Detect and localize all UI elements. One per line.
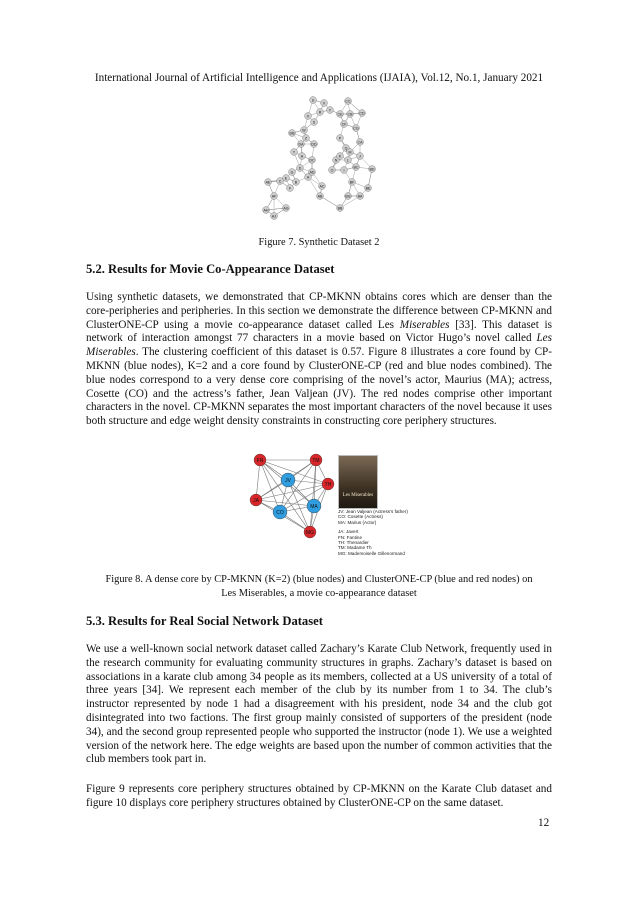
graph-node-label: BA (357, 194, 363, 199)
graph-node (345, 98, 352, 105)
graph-edge (288, 480, 310, 532)
legend-line: MA: Marius (Actor) (338, 519, 377, 525)
core-node-red (310, 454, 322, 466)
graph-node-label: CD (359, 111, 365, 116)
graph-node-label: E (284, 176, 288, 181)
graph-node (317, 109, 324, 116)
graph-node-label: I (343, 168, 345, 173)
graph-node (305, 113, 312, 120)
graph-node-label: AE (265, 180, 271, 185)
core-node-blue (281, 473, 295, 487)
graph-node (293, 179, 300, 186)
graph-node-label: B (294, 180, 298, 185)
graph-node (289, 130, 296, 137)
graph-node-label: N (334, 158, 338, 163)
section-5-2-paragraph: Using synthetic datasets, we demonstrated that CP-MKNN obtains cores which are denser than the core-peripheries and peripheries. In this section we demonstrate the difference between CP-MKNN and ClusterONE-CP using a movie co-appearance dataset called Les Miserables [33]. This dataset is network of interaction amongst 77 characters in a movie based on Victor Hugo’s novel called Les Miserables. The clustering coefficient of this dataset is 0.57. Figure 8 illustrates a core found by CP-MKNN (blue nodes), K=2 and a core found by ClusterONE-CP (red and blue nodes combined). The blue nodes correspond to a very dense core comprising of the novel’s actor, Maurius (MA); actress, Cosette (CO) and the actress’s father, Jean Valjean (JV). The red nodes comprise other important characters in the novel. CP-MKNN separates the most important characters of the novel because it uses both structure and edge weight density constraints in constructing core periphery structures. (86, 291, 552, 428)
graph-node-label: CE (337, 112, 343, 117)
legend-line: MG: Mademoiselle Gillenormand (338, 550, 405, 556)
graph-node-label: H (306, 175, 310, 180)
section-5-3-paragraph-1: We use a well-known social network dataset called Zachary’s Karate Club Network, frequently used in the research community for evaluating community structures in graphs. Zachary’s dataset is based on associations in a karate club among 34 people as its members, collected at a US university of a total of three years [34]. We represent each member of the club by its number from 1 to 34. The club’s instructor represented by node 1 had a disagreement with his president, node 34 and the club got disintegrated into two factions. The first group mainly consisted of supporters of the president (node 34), and the second group represented people who supported the instructor (node 1). We use a weighted version of the network here. The edge weights are based upon the number of common activities that the club members took part in. (86, 643, 552, 766)
graph-node (357, 139, 364, 146)
legend-line: JA: Javert (338, 529, 359, 535)
graph-node-label: W (302, 128, 306, 133)
graph-node-label: G (290, 170, 294, 175)
graph-node-label: CA (357, 140, 363, 145)
graph-node (353, 125, 360, 132)
section-5-3-heading: 5.3. Results for Real Social Network Dataset (86, 614, 323, 628)
graph-node (291, 149, 298, 156)
graph-node (283, 175, 290, 182)
graph-node-label: DD (311, 142, 317, 147)
graph-node-label: AD (309, 170, 315, 175)
graph-node (341, 121, 348, 128)
graph-node-label: CC (345, 99, 351, 104)
graph-node (303, 135, 310, 142)
graph-node (265, 179, 272, 186)
graph-node-label: FN (256, 458, 264, 464)
graph-node (365, 185, 372, 192)
graph-node (337, 135, 344, 142)
graph-node-label: MG (305, 530, 315, 536)
graph-node (357, 153, 364, 160)
core-node-blue (273, 505, 287, 519)
core-node-blue (307, 499, 321, 513)
legend-line: CO: Cosette (Actress) (338, 514, 383, 520)
graph-node (337, 111, 344, 118)
graph-node-label: JV (285, 478, 291, 484)
graph-node-label: AH (263, 208, 269, 213)
graph-node (349, 179, 356, 186)
graph-node-label: X (306, 114, 310, 119)
graph-node-label: AJ (271, 214, 277, 219)
graph-node-label: BE (365, 186, 371, 191)
graph-node-label: L (347, 158, 349, 163)
graph-node-label: BF (349, 180, 355, 185)
graph-node-label: V (322, 101, 326, 106)
graph-node-label: D (298, 166, 302, 171)
graph-node-label: Z (304, 136, 308, 141)
graph-node-label: AF (271, 194, 277, 199)
graph-node-label: BC (353, 165, 359, 170)
synthetic-network-figure (248, 92, 378, 224)
legend-line: TM: Madame Th (338, 545, 372, 551)
graph-node (289, 169, 296, 176)
graph-node-label: O (330, 168, 334, 173)
journal-header: International Journal of Artificial Intelligence and Applications (IJAIA), Vol.12, No.1, January 2021 (94, 72, 544, 84)
graph-node-label: MA (310, 504, 318, 510)
core-node-red (254, 454, 266, 466)
core-node-red (250, 494, 262, 506)
legend-line: TH: Thenardier (338, 540, 369, 546)
graph-node (337, 205, 344, 212)
graph-node (345, 157, 352, 164)
graph-node (329, 167, 336, 174)
legend-line: FN: Fantine (338, 534, 362, 540)
graph-node-label: BG (345, 194, 351, 199)
graph-node (353, 164, 360, 171)
graph-node (298, 141, 305, 148)
core-node-red (322, 478, 334, 490)
graph-node-label: C (278, 179, 282, 184)
graph-node-label: AG (283, 206, 289, 211)
graph-node-label: F (288, 186, 292, 191)
graph-node-label: Q (344, 146, 348, 151)
graph-node-label: DA (298, 142, 304, 147)
graph-node-label: JA (253, 498, 259, 504)
graph-node (347, 111, 354, 118)
graph-node (319, 183, 326, 190)
graph-node-label: AC (319, 184, 325, 189)
graph-node (310, 97, 317, 104)
graph-node-label: S (312, 120, 316, 125)
graph-node-label: DC (309, 158, 315, 163)
graph-node (347, 149, 354, 156)
section-5-2-heading: 5.2. Results for Movie Co-Appearance Dataset (86, 262, 335, 276)
graph-node (369, 166, 376, 173)
graph-node (271, 213, 278, 220)
graph-node (311, 119, 318, 126)
graph-node (277, 178, 284, 185)
graph-node-label: CB (347, 112, 353, 117)
graph-node (341, 167, 348, 174)
graph-node (263, 207, 270, 214)
graph-node (345, 193, 352, 200)
graph-node (301, 127, 308, 134)
page-number: 12 (538, 817, 550, 829)
graph-node-label: A (300, 154, 304, 159)
graph-node-label: Y (328, 108, 332, 113)
graph-node-label: AB (317, 194, 323, 199)
graph-node (311, 141, 318, 148)
graph-node (359, 110, 366, 117)
graph-node-label: BD (369, 167, 375, 172)
graph-node (321, 100, 328, 107)
graph-node (271, 193, 278, 200)
graph-node (309, 169, 316, 176)
graph-node-label: CF (341, 122, 347, 127)
core-node-red (304, 526, 316, 538)
graph-node (327, 107, 334, 114)
graph-node-label: BB (337, 206, 343, 211)
graph-node-label: CO (276, 510, 284, 516)
graph-edge (310, 460, 316, 532)
graph-node-label: CG (353, 126, 359, 131)
section-5-3-paragraph-2: Figure 9 represents core periphery structures obtained by CP-MKNN on the Karate Club dataset and figure 10 displays core periphery structures obtained by ClusterONE-CP on the same dataset. (86, 783, 552, 809)
graph-node (287, 185, 294, 192)
graph-node-label: TM (312, 458, 320, 464)
graph-node (283, 205, 290, 212)
graph-node (297, 165, 304, 172)
graph-node-label: M (348, 150, 352, 155)
graph-node-label: K (338, 154, 342, 159)
graph-node-label: J (359, 154, 361, 159)
graph-node (309, 157, 316, 164)
graph-node-label: T (292, 150, 296, 155)
graph-node (334, 153, 344, 163)
graph-node-label: DB (289, 131, 295, 136)
graph-node (357, 193, 364, 200)
graph-node-label: U (311, 98, 315, 103)
les-miserables-poster: Les Miserables (338, 455, 378, 509)
legend-line: JV: Jean Valjean (Actress’s father) (338, 509, 408, 514)
figure8-legend (338, 509, 408, 556)
figure8-caption: Figure 8. A dense core by CP-MKNN (K=2) (blue nodes) and ClusterONE-CP (blue and red nodes) on Les Miserables, a movie co-appearance dataset (105, 574, 533, 599)
graph-node-label: R (318, 110, 322, 115)
graph-node (299, 153, 306, 160)
graph-node-label: P (338, 136, 342, 141)
figure7-caption: Figure 7. Synthetic Dataset 2 (258, 237, 380, 248)
graph-edge (256, 484, 328, 500)
graph-node-label: TH (324, 482, 332, 488)
graph-node (317, 193, 324, 200)
